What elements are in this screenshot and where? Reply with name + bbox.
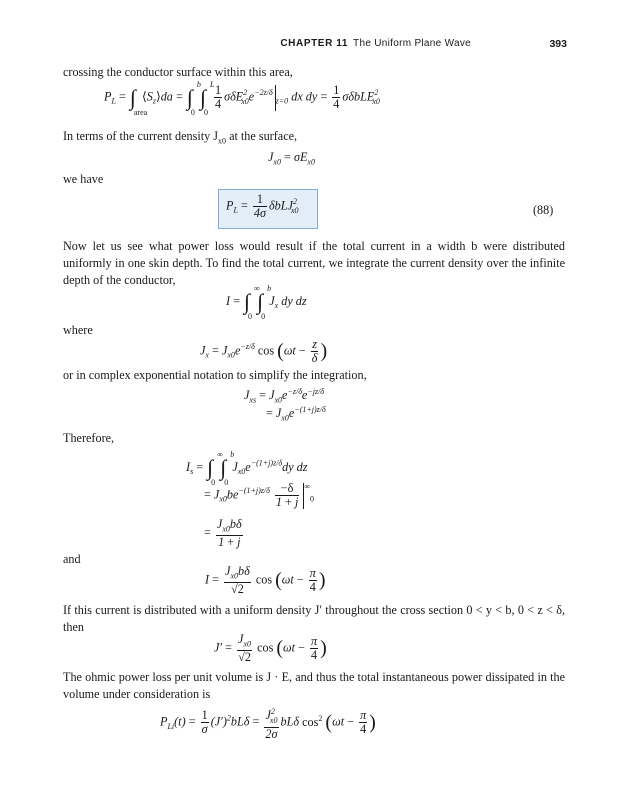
paragraph-2-subscript: x0 <box>218 136 227 146</box>
paragraph-10: The ohmic power loss per unit volume is J · E, and thus the total instantaneous power dissipated in the volume under consideration is <box>63 670 565 701</box>
equation-jx: $J_x = J_{x0}e^{-z/\delta}$ cos (ωt − $\frac{z}{\delta}$ ) <box>200 337 328 365</box>
equation-power-integral: $P_L$ = ∫ area $⟨S_z⟩da$ = ∫ b 0 ∫ L 0 $\frac{1}{4}$ $\sigma\delta E^2_{x0}e^{-2z/\delta}_{z=0}$ dx dy = $\frac{1}{4}$ σδbLE$^2_{x0}$ <box>104 79 380 117</box>
equation-current-density: $J_{x0} = \sigma E_{x0}$ <box>268 150 315 167</box>
equation-is: $I_s$ = ∫ ∞ 0 ∫ b 0 $J_{x0}e^{-(1+j)z/\delta}dy$ dz <box>186 450 308 487</box>
paragraph-8: and <box>63 552 81 566</box>
chapter-heading <box>280 38 471 49</box>
equation-88: $P_L$ = $\frac{1}{4\sigma}$ δbLJ$^2_{x0}$ <box>226 192 299 220</box>
paragraph-2-text: In terms of the current density J <box>63 129 219 143</box>
paragraph-2-end: at the surface, <box>226 129 298 143</box>
equation-pli: $P_{Li}(t)$ = $\frac{1}{\sigma}$ $(J')^2bL\delta$ = $\frac{J^2_{x0}}{2\sigma}$ bLδ $\cos^2 (\omega t$ − $\frac{\pi}{4}$ ) <box>160 707 376 741</box>
chapter-label: CHAPTER 11 <box>280 38 349 49</box>
paragraph-2 <box>63 128 565 149</box>
page-number: 393 <box>549 38 567 50</box>
paragraph-4: Now let us see what power loss would result if the total current in a width b were distributed uniformly in one skin depth. To find the total current, we integrate the current density over the infinite depth of the conductor, <box>63 239 565 287</box>
equation-total-current: I = ∫ ∞ 0 ∫ b 0 $J_x$ dy dz <box>226 284 307 321</box>
equation-is-2: = $J_{x0}be^{-(1+j)z/\delta}$ $\frac{-\delta}{1 + j}$ ∞$_0$ <box>204 481 315 509</box>
equation-jxs: $J_{xs} = J_{x0}e^{-z/\delta}e^{-jz/\delta}$ <box>244 387 325 405</box>
chapter-title: The Uniform Plane Wave <box>353 38 471 49</box>
equation-j-prime: J′ = $\frac{J_{x0}}{√2}$ cos (ωt − $\frac{\pi}{4}$ ) <box>214 632 327 665</box>
equation-88-number: (88) <box>533 203 554 217</box>
paragraph-5: where <box>63 323 93 337</box>
paragraph-9: If this current is distributed with a uniform density J′ throughout the cross section 0 < y < b, 0 < z < δ, then <box>63 603 565 634</box>
equation-i-real: I = $\frac{J_{x0}b\delta}{√2}$ cos (ωt − $\frac{\pi}{4}$ ) <box>205 564 326 597</box>
paragraph-3: we have <box>63 172 104 186</box>
running-header <box>0 38 627 54</box>
paragraph-1: crossing the conductor surface within this area, <box>63 65 293 79</box>
paragraph-7: Therefore, <box>63 431 115 445</box>
equation-is-3: = $\frac{J_{x0}b\delta}{1 + j}$ <box>204 517 242 550</box>
equation-jxs-2: = $J_{x0}e^{-(1+j)z/\delta}$ <box>266 405 326 423</box>
paragraph-6: or in complex exponential notation to simplify the integration, <box>63 368 367 382</box>
